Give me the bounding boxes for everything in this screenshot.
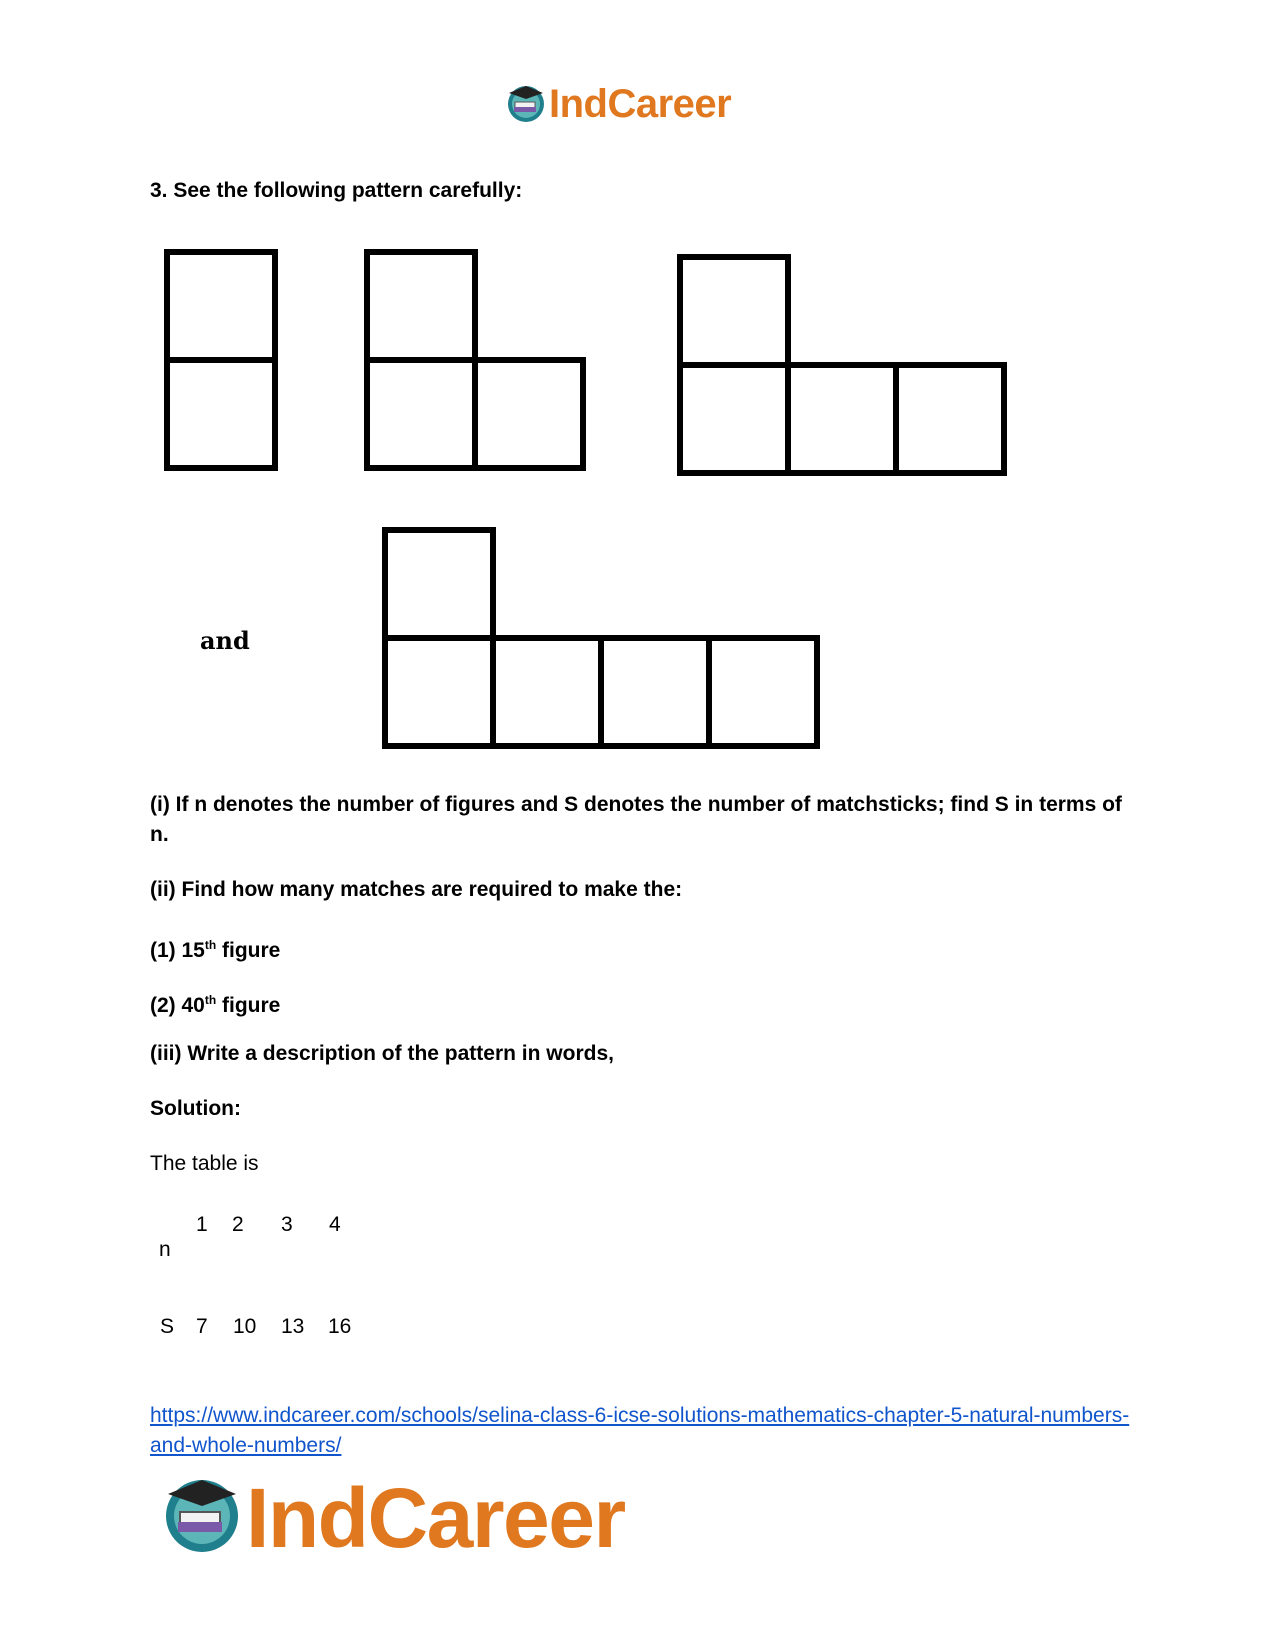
table-s-label: S	[160, 1315, 175, 1338]
logo-globe-icon	[160, 1472, 244, 1556]
table-n-value-1: 1	[196, 1213, 208, 1236]
figure-1	[167, 252, 275, 468]
item-2-prefix: (2) 40	[150, 994, 205, 1017]
table-n-value-2: 2	[232, 1213, 244, 1236]
item-1-suffix: figure	[216, 939, 281, 962]
table-s-value-3: 13	[281, 1315, 305, 1338]
table-n-value-4: 4	[329, 1213, 341, 1236]
question-item-1	[150, 930, 280, 966]
figure-4	[385, 530, 817, 746]
logo-globe-icon	[505, 82, 547, 124]
and-label: and	[200, 626, 250, 655]
question-part-iii: (iii) Write a description of the pattern in words,	[150, 1042, 614, 1065]
item-1-prefix: (1) 15	[150, 939, 205, 962]
logo-text: IndCareer	[246, 1471, 625, 1565]
figure-2	[367, 252, 583, 468]
header-logo	[505, 78, 785, 134]
table-s-value-2: 10	[233, 1315, 257, 1338]
matchstick-figures	[150, 240, 1030, 750]
footer-logo	[160, 1470, 720, 1570]
table-s-value-1: 7	[196, 1315, 208, 1338]
table-n-label: n	[159, 1238, 171, 1261]
question-title: 3. See the following pattern carefully:	[150, 179, 523, 202]
table-s-value-4: 16	[328, 1315, 352, 1338]
question-part-i: (i) If n denotes the number of figures and S denotes the number of matchsticks; find S in terms of n.	[150, 793, 1122, 846]
question-part-ii: (ii) Find how many matches are required to make the:	[150, 878, 683, 901]
source-link[interactable]: https://www.indcareer.com/schools/selina-class-6-icse-solutions-mathematics-chapter-5-natural-numbers-and-whole-numbers/	[150, 1404, 1130, 1457]
question-item-2	[150, 985, 280, 1021]
logo-text: IndCareer	[549, 82, 732, 126]
table-n-value-3: 3	[281, 1213, 293, 1236]
item-1-sup: th	[204, 938, 217, 952]
solution-heading: Solution:	[150, 1097, 241, 1120]
solution-intro: The table is	[150, 1152, 259, 1175]
item-2-sup: th	[204, 993, 217, 1007]
item-2-suffix: figure	[216, 994, 281, 1017]
figure-3	[680, 257, 1004, 473]
